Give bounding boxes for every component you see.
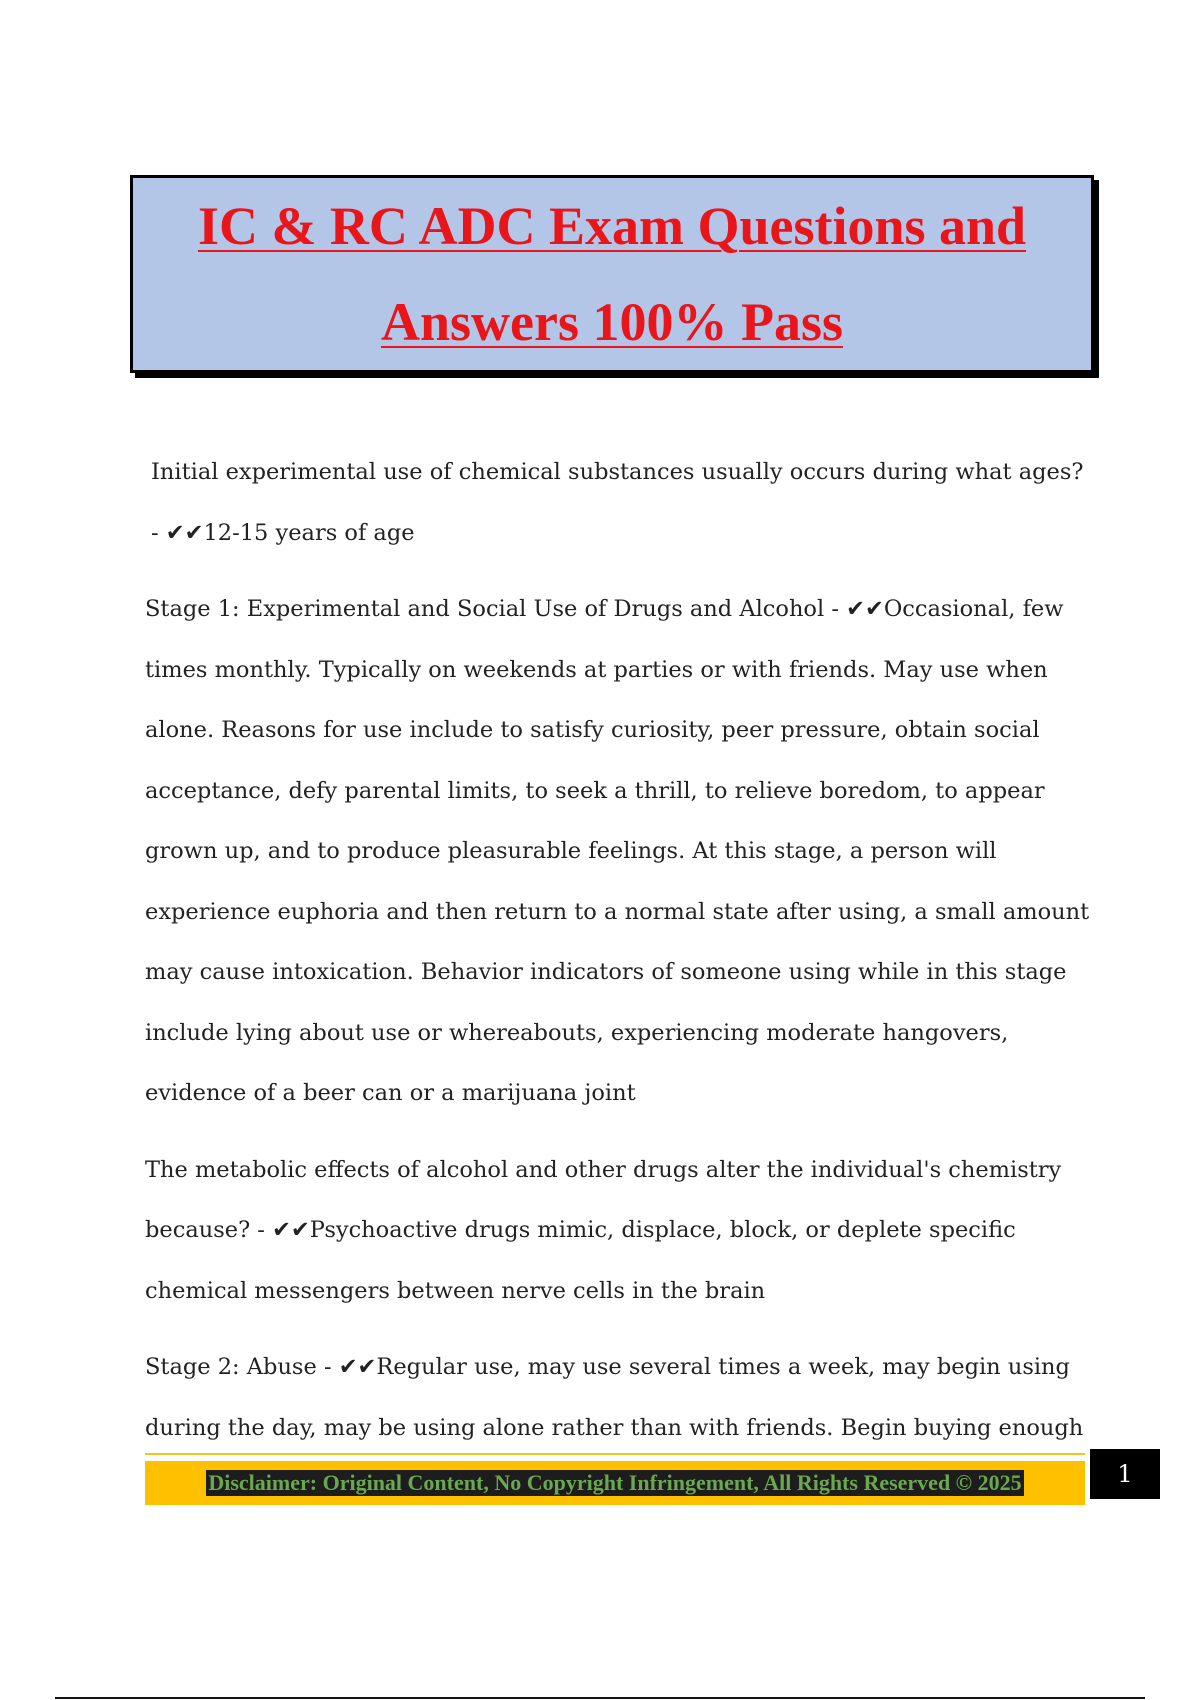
document-title xyxy=(198,178,1026,370)
footer-divider xyxy=(145,1453,1085,1455)
answer-text: Psychoactive drugs mimic, displace, block, or deplete specific chemical messengers between nerve cells in the brain xyxy=(145,1217,1016,1304)
answer-text: 12-15 years of age xyxy=(203,519,415,546)
check-mark-icon: ✔✔ xyxy=(272,1217,310,1243)
qa-item-3 xyxy=(145,1140,1095,1322)
title-line-2: Answers 100% Pass xyxy=(380,292,843,352)
footer-bar xyxy=(145,1461,1085,1505)
page-number: 1 xyxy=(1090,1449,1160,1499)
question-text: Stage 2: Abuse - xyxy=(145,1354,339,1380)
page-bottom-rule xyxy=(55,1697,1145,1699)
answer-text: Regular use, may use several times a week, may begin using during the day, may be using alone rather than with friends. Begin buying enough xyxy=(145,1354,1084,1441)
answer-text: Occasional, few times monthly. Typically on weekends at parties or with friends. May use when alone. Reasons for use include to satisfy curiosity, peer pressure, obtain social acceptance, defy parental limits, to seek a thrill, to relieve boredom, to appear grown up, and to produce pleasurable feelings. At this stage, a person will experience euphoria and then return to a normal state after using, a small amount may cause intoxication. Behavior indicators of someone using while in this stage include lying about use or whereabouts, experiencing moderate hangovers, evidence of a beer can or a marijuana joint xyxy=(145,596,1090,1106)
qa-item-2 xyxy=(145,579,1095,1124)
check-mark-icon: ✔✔ xyxy=(338,1354,377,1380)
check-mark-icon: ✔✔ xyxy=(846,596,884,622)
title-line-1: IC & RC ADC Exam Questions and xyxy=(197,196,1027,256)
question-text: Stage 1: Experimental and Social Use of Drugs and Alcohol - xyxy=(145,596,847,622)
question-text: Initial experimental use of chemical substances usually occurs during what ages? - xyxy=(151,459,1084,546)
qa-item-1 xyxy=(145,442,1095,563)
disclaimer-text: Disclaimer: Original Content, No Copyright Infringement, All Rights Reserved © 2025 xyxy=(208,1470,1022,1495)
qa-content xyxy=(145,442,1095,1535)
title-box xyxy=(130,175,1094,373)
question-text: The metabolic effects of alcohol and other drugs alter the individual's chemistry because? - xyxy=(145,1156,1062,1243)
check-mark-icon: ✔✔ xyxy=(165,519,204,546)
